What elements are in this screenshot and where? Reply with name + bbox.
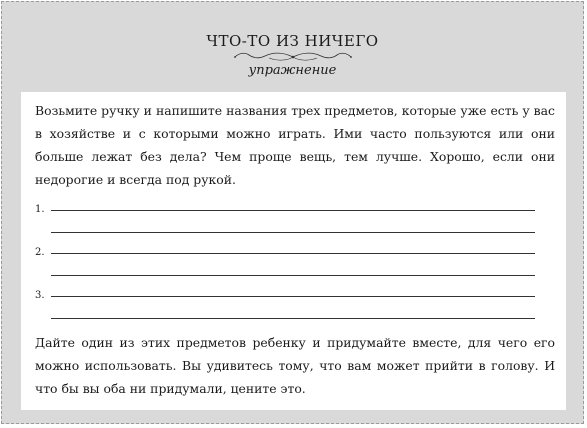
answer-line[interactable]: [51, 296, 535, 297]
answer-item-3: [35, 286, 535, 306]
flourish-ornament-icon: [223, 51, 363, 63]
answer-number: 2.: [35, 247, 45, 258]
answer-item-1: [35, 200, 535, 220]
card-title: ЧТО-ТО ИЗ НИЧЕГО: [206, 32, 379, 50]
answer-line[interactable]: [51, 318, 535, 319]
answer-line[interactable]: [51, 275, 535, 276]
exercise-card: [1, 1, 584, 424]
content-panel: [21, 92, 566, 410]
answer-line[interactable]: [51, 210, 535, 211]
card-header: [2, 32, 583, 79]
outro-paragraph: Дайте один из этих предметов ребенку и придумайте вместе, для чего его можно использовать. Вы удивитесь тому, что вам может прийти в голову. И что бы вы оба ни придумали, цените это.: [35, 335, 555, 396]
intro-paragraph: Возьмите ручку и напишите названия трех предметов, которые уже есть у вас в хозяйстве и с которыми можно играть. Ими часто пользуются или они больше лежат без дела? Чем проще вещь, тем лучше. Хорошо, если они недорогие и всегда под рукой.: [35, 103, 555, 187]
answer-line[interactable]: [51, 232, 535, 233]
answer-number: 1.: [35, 204, 45, 215]
card-subtitle: упражнение: [248, 63, 337, 78]
answer-item-2: [35, 243, 535, 263]
answer-number: 3.: [35, 290, 45, 301]
answer-line[interactable]: [51, 253, 535, 254]
